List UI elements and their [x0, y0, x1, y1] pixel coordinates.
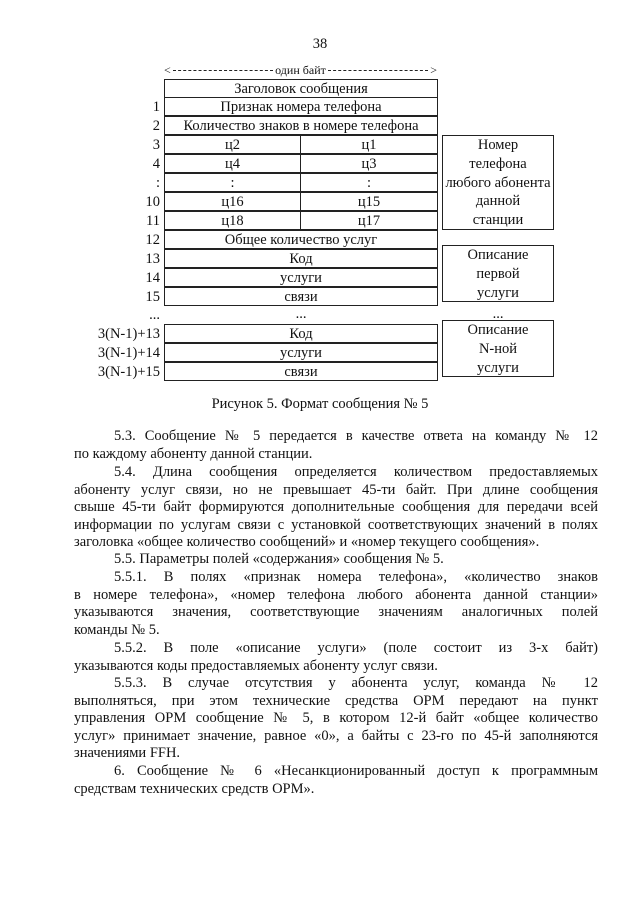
text-line: средствам технических средств ОРМ». [74, 780, 315, 797]
row-number: 1 [152, 99, 160, 115]
row-number: 3(N-1)+14 [97, 345, 160, 361]
digit-cell: ц18 [164, 211, 301, 230]
dashed-line [328, 70, 428, 71]
service-code-cell: связи [164, 362, 438, 381]
figure-caption: Рисунок 5. Формат сообщения № 5 [211, 396, 429, 412]
side-label-line: любого абонента [445, 174, 551, 191]
phone-flag-cell: Признак номера телефона [164, 97, 438, 116]
digit-cell: ц4 [164, 154, 301, 173]
text-line: заголовка «общее количество сообщений» и «номер текущего сообщения». [74, 534, 540, 550]
text-line: абоненту услуг связи, но не превышает 45-ти байт. При длине сообщения [74, 481, 598, 498]
paragraph-5-5-3 [74, 675, 598, 763]
side-ellipsis: ... [492, 306, 504, 322]
row-number: 13 [145, 251, 160, 267]
row-number: ... [149, 307, 160, 323]
side-label-line: Описание [467, 247, 529, 263]
phone-number-side-box [442, 135, 554, 230]
text-line: команды № 5. [74, 621, 160, 638]
text-line: услуг» принимает значение, равное «0», а байты с 23-го по 45-й заполняются [74, 727, 598, 744]
digit-cell: ц16 [164, 192, 301, 211]
service-code-cell: связи [164, 287, 438, 306]
digit-cell: ц3 [300, 154, 438, 173]
side-label-line: услуги [477, 284, 519, 301]
row-number: 2 [152, 118, 160, 134]
page-number: 38 [312, 36, 328, 52]
text-line: в номере телефона», «номер телефона любого абонента данной станции» [74, 586, 598, 603]
message-header-cell: Заголовок сообщения [164, 79, 438, 98]
side-label-line: данной [475, 193, 521, 210]
digit-cell: ц1 [300, 135, 438, 154]
text-line: указываются значения, соответствующие значениям аналогичных полей [74, 604, 598, 620]
text-line: 5.5. Параметры полей «содержания» сообщения № 5. [114, 551, 444, 567]
digit-cell: : [164, 173, 301, 192]
row-number: 3(N-1)+13 [97, 326, 160, 342]
text-line: свыше 45-ти байт формируются дополнительные сообщения для передачи всей [74, 499, 598, 515]
side-label-line: первой [476, 265, 520, 282]
digit-cell: ц15 [300, 192, 438, 211]
text-line: по каждому абоненту данной станции. [74, 445, 313, 462]
text-line: выполняться, при этом технические средства ОРМ передают на пункт [74, 692, 598, 709]
row-number: 12 [145, 232, 160, 248]
side-label-line: услуги [477, 359, 519, 376]
text-line: указываются коды предоставляемых абоненту услуг связи. [74, 657, 438, 674]
text-line: информации по услугам связи с установкой соответствующих значений в полях [74, 516, 598, 533]
text-line: 5.4. Длина сообщения определяется количеством предоставляемых [114, 464, 598, 480]
digit-count-cell: Количество знаков в номере телефона [164, 116, 438, 135]
digit-cell: ц2 [164, 135, 301, 154]
nth-service-side-box [442, 320, 554, 377]
service-code-cell: Код [164, 324, 438, 343]
text-line: значениями FFH. [74, 745, 181, 761]
side-label-line: N-ной [478, 340, 518, 357]
row-number: 3 [152, 137, 160, 153]
arrow-right-icon: > [430, 62, 438, 77]
row-number: 15 [145, 289, 160, 305]
paragraph-5-3 [74, 428, 598, 463]
paragraph-5-5-1 [74, 569, 598, 639]
paragraph-5-5 [74, 551, 598, 569]
digit-cell: : [300, 173, 438, 192]
text-line: управления ОРМ сообщение № 5, в котором 12-й байт «общее количество [74, 710, 598, 726]
dashed-line [173, 70, 273, 71]
text-line: 6. Сообщение № 6 «Несанкционированный доступ к программным [114, 763, 598, 779]
text-line: 5.5.2. В поле «описание услуги» (поле состоит из 3-х байт) [114, 640, 598, 656]
paragraph-5-4 [74, 464, 598, 552]
side-label-line: станции [472, 212, 524, 229]
row-number: 11 [146, 213, 160, 229]
row-number: 4 [152, 156, 160, 172]
row-number: 3(N-1)+15 [97, 364, 160, 380]
service-code-cell: услуги [164, 268, 438, 287]
text-line: 5.5.3. В случае отсутствия у абонента услуг, команда № 12 [114, 675, 598, 691]
side-label-line: Описание [467, 322, 529, 338]
row-number: 14 [145, 270, 160, 286]
service-count-cell: Общее количество услуг [164, 230, 438, 249]
side-label-line: телефона [469, 155, 527, 172]
row-number: 10 [145, 194, 160, 210]
ellipsis-row: ... [295, 306, 307, 322]
arrow-left-icon: < [164, 62, 171, 77]
row-number: : [155, 175, 160, 191]
service-code-cell: услуги [164, 343, 438, 362]
service-code-cell: Код [164, 249, 438, 268]
text-line: 5.5.1. В полях «признак номера телефона», «количество знаков [114, 569, 598, 585]
digit-cell: ц17 [300, 211, 438, 230]
byte-label: один байт [275, 62, 326, 77]
byte-width-indicator [164, 63, 437, 77]
first-service-side-box [442, 245, 554, 302]
paragraph-6 [74, 763, 598, 798]
side-label-line: Номер [477, 137, 519, 153]
paragraph-5-5-2 [74, 640, 598, 675]
text-line: 5.3. Сообщение № 5 передается в качестве ответа на команду № 12 [114, 428, 598, 444]
